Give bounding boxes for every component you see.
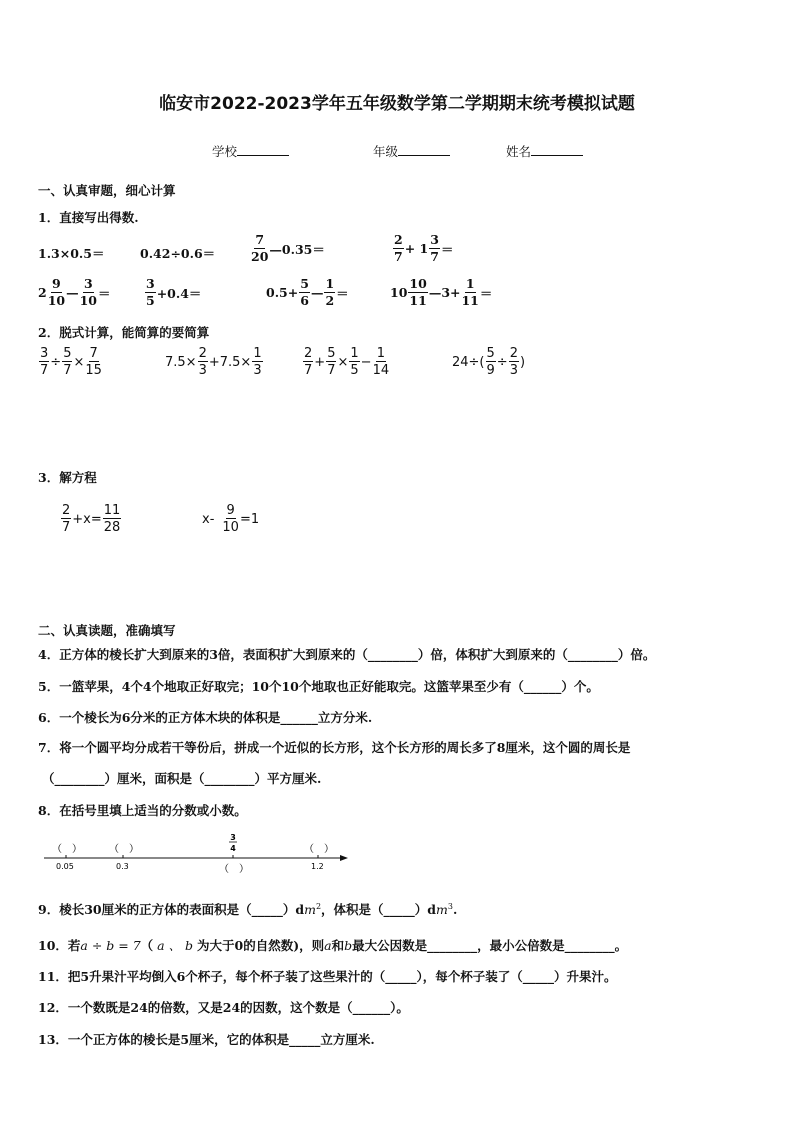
q2-expr-2: 7.5× $\frac{2}{3}$ +7.5× $\frac{1}{3}$ [165, 346, 262, 378]
q2-expr-4: 24÷( $\frac{5}{9}$ ÷ $\frac{2}{3}$ ) [452, 346, 526, 378]
name-field [506, 142, 583, 160]
q8-text: 8．在括号里填上适当的分数或小数。 [38, 803, 247, 818]
q7-text-line-2: （________）厘米，面积是（________）平方厘米. [42, 771, 322, 786]
q2-expr-1: $\frac{3}{7}$ ÷ $\frac{5}{7}$ × $\frac{7}{15}$ [40, 346, 102, 378]
fraction: $\frac{3}{7}$ [430, 232, 439, 264]
q6-text: 6．一个棱长为6分米的正方体木块的体积是______立方分米. [38, 710, 373, 725]
label-1.2: 1.2 [311, 862, 324, 871]
q2-expr-3: $\frac{2}{7}$ + $\frac{5}{7}$ × $\frac{1}{5}$ − $\frac{1}{14}$ [304, 346, 390, 378]
q3-equation-2: x- $\frac{9}{10}$ =1 [202, 503, 260, 535]
fraction: $\frac{3}{7}$ [40, 346, 49, 378]
fraction: $\frac{1}{5}$ [350, 346, 359, 378]
paren-above-1.2: （ ） [304, 844, 334, 855]
fraction: $\frac{2}{3}$ [198, 346, 207, 378]
paren-above-0.3: （ ） [109, 844, 139, 855]
fraction: $\frac{3}{5}$ [146, 276, 155, 308]
paren-above-0.05: （ ） [52, 844, 82, 855]
q7-text-line-1: 7．将一个圆平均分成若干等份后，拼成一个近似的长方形，这个长方形的周长多了8厘米，这个圆的周长是 [38, 740, 631, 755]
q2-label: 2．脱式计算，能简算的要简算 [38, 325, 210, 340]
fraction: $\frac{2}{7}$ [394, 232, 403, 264]
label-0.05: 0.05 [56, 862, 74, 871]
q1-item-h: 10 $\frac{10}{11}$ —3+ $\frac{1}{11}$ ＝ [390, 276, 493, 308]
section-1-heading: 一、认真审题，细心计算 [38, 183, 176, 198]
frac-3-4-numerator: 3 [230, 833, 236, 842]
fraction: $\frac{5}{7}$ [63, 346, 72, 378]
frac-3-4-denominator: 4 [230, 844, 236, 853]
q1-item-c: $\frac{7}{20}$ —0.35＝ [251, 232, 325, 264]
fraction: $\frac{5}{6}$ [300, 276, 309, 308]
q1-item-b: 0.42÷0.6＝ [140, 246, 216, 261]
q11-text: 11．把5升果汁平均倒入6个杯子，每个杯子装了这些果汁的（_____），每个杯子装了（_____）升果汁。 [38, 969, 617, 984]
school-blank[interactable] [237, 144, 289, 156]
number-line-arrow [340, 855, 348, 861]
section-2-heading: 二、认真读题，准确填写 [38, 623, 176, 638]
fraction: $\frac{7}{20}$ [251, 232, 269, 264]
q3-equation-1: $\frac{2}{7}$ +x= $\frac{11}{28}$ [62, 503, 121, 535]
fraction: $\frac{11}{28}$ [103, 503, 121, 535]
grade-field [373, 142, 450, 160]
fraction: $\frac{3}{10}$ [79, 276, 98, 308]
grade-label: 年级 [373, 144, 399, 159]
fraction: $\frac{10}{11}$ [409, 276, 427, 308]
q9-text: 9．棱长30厘米的正方体的表面积是$(\_\_\_\_\_)dm^2$，体积是$(\_\_\_\_\_)dm^3$. [38, 901, 458, 917]
q1-item-f: $\frac{3}{5}$ +0.4＝ [146, 276, 202, 308]
fraction: $\frac{7}{15}$ [85, 346, 102, 378]
fraction: $\frac{1}{2}$ [325, 276, 335, 308]
name-blank[interactable] [531, 144, 583, 156]
q1-label: 1．直接写出得数. [38, 210, 139, 225]
paren-below-3-4: （ ） [219, 864, 249, 875]
q12-text: 12．一个数既是24的倍数，又是24的因数，这个数是（______）。 [38, 1000, 409, 1015]
fraction: $\frac{1}{14}$ [372, 346, 390, 378]
school-label: 学校 [212, 144, 238, 159]
fraction: $\frac{5}{7}$ [327, 346, 336, 378]
q1-item-e: 2 $\frac{9}{10}$ — $\frac{3}{10}$ ＝ [38, 276, 111, 308]
school-field [212, 142, 289, 160]
q1-item-a: 1.3×0.5＝ [38, 246, 105, 261]
grade-blank[interactable] [398, 144, 450, 156]
q10-text: 10．若a ÷ b = 7（ a 、 b 为大于0的自然数)，则a和b最大公因数是________，最小公倍数是________。 [38, 938, 628, 953]
q3-label: 3．解方程 [38, 470, 97, 485]
fraction: $\frac{5}{9}$ [486, 346, 495, 378]
fraction: $\frac{2}{3}$ [509, 346, 518, 378]
q1-item-g: 0.5+ $\frac{5}{6}$ — $\frac{1}{2}$ ＝ [266, 276, 349, 308]
q5-text: 5．一篮苹果，4个4个地取正好取完；10个10个地取也正好能取完。这篮苹果至少有（______）个。 [38, 679, 599, 694]
fraction: $\frac{2}{7}$ [62, 503, 71, 535]
fraction: $\frac{9}{10}$ [47, 276, 66, 308]
fraction: $\frac{1}{3}$ [253, 346, 262, 378]
page-title: 临安市2022-2023学年五年级数学第二学期期末统考模拟试题 [159, 94, 635, 114]
number-line [40, 830, 360, 878]
name-label: 姓名 [506, 144, 532, 159]
fraction: $\frac{2}{7}$ [304, 346, 313, 378]
label-0.3: 0.3 [116, 862, 129, 871]
q1-item-d: $\frac{2}{7}$ + 1 $\frac{3}{7}$ ＝ [394, 232, 454, 264]
fraction: $\frac{1}{11}$ [461, 276, 479, 308]
q13-text: 13．一个正方体的棱长是5厘米，它的体积是_____立方厘米. [38, 1032, 375, 1047]
q4-text: 4．正方体的棱长扩大到原来的3倍，表面积扩大到原来的（________）倍，体积扩大到原来的（________）倍。 [38, 647, 656, 662]
fraction: $\frac{9}{10}$ [222, 503, 239, 535]
